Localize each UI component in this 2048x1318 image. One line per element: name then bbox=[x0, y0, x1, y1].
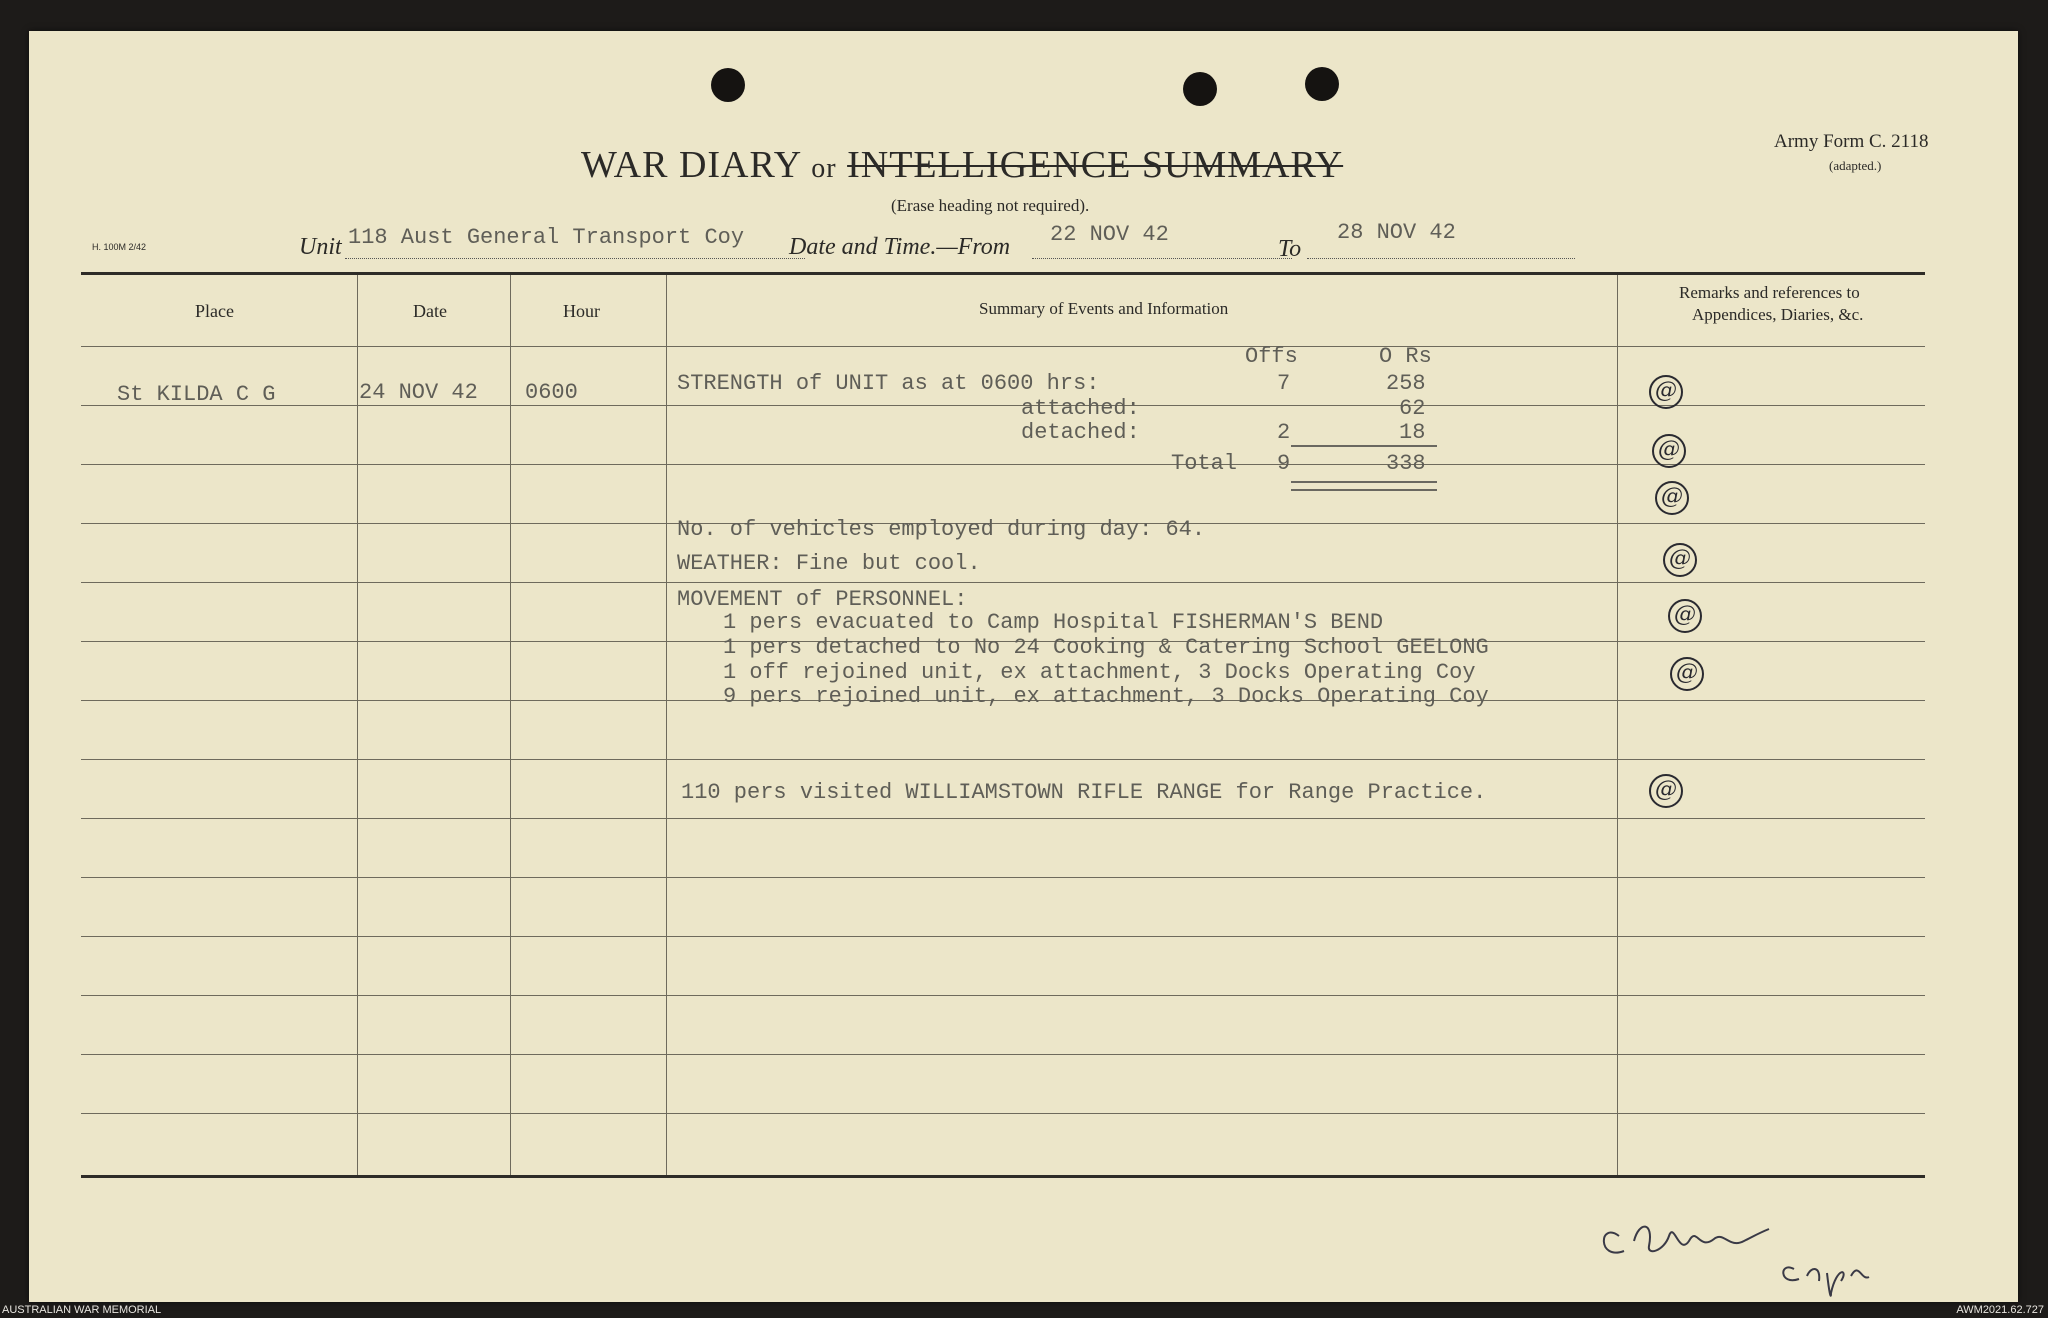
binder-hole bbox=[1305, 67, 1339, 101]
range-line: 110 pers visited WILLIAMSTOWN RIFLE RANGE for Range Practice. bbox=[681, 780, 1487, 805]
column-divider bbox=[666, 275, 667, 1175]
to-value: 28 NOV 42 bbox=[1337, 220, 1456, 245]
diary-title bbox=[581, 143, 1343, 187]
total-offs: 9 bbox=[1277, 451, 1291, 476]
movement-heading: MOVEMENT of PERSONNEL: bbox=[677, 587, 968, 612]
header-summary: Summary of Events and Information bbox=[979, 299, 1229, 318]
unit-value: 118 Aust General Transport Coy bbox=[348, 225, 745, 250]
army-form: Army Form C. 2118 bbox=[1774, 131, 1929, 152]
strength-row-label: STRENGTH of UNIT as at 0600 hrs: bbox=[677, 371, 1100, 396]
total-double-rule bbox=[1291, 481, 1437, 491]
remark-mark: @ bbox=[1652, 434, 1686, 468]
remark-mark: @ bbox=[1670, 657, 1704, 691]
adapted-note: (adapted.) bbox=[1829, 158, 1882, 173]
from-value: 22 NOV 42 bbox=[1050, 222, 1169, 247]
binder-hole bbox=[1183, 72, 1217, 106]
signature bbox=[1579, 1181, 1889, 1301]
entry-place: St KILDA C G bbox=[117, 382, 276, 407]
entry-date: 24 NOV 42 bbox=[359, 380, 478, 405]
movement-line: 1 off rejoined unit, ex attachment, 3 Docks Operating Coy bbox=[723, 660, 1476, 685]
footer-credit: AUSTRALIAN WAR MEMORIAL bbox=[2, 1304, 162, 1316]
title-or: or bbox=[811, 153, 837, 184]
to-underline bbox=[1307, 257, 1575, 259]
detached-offs: 2 bbox=[1277, 420, 1291, 445]
entry-hour: 0600 bbox=[525, 380, 578, 405]
weather-line: WEATHER: Fine but cool. bbox=[677, 551, 981, 576]
movement-line: 1 pers detached to No 24 Cooking & Catering School GEELONG bbox=[723, 635, 1489, 660]
movement-line: 9 pers rejoined unit, ex attachment, 3 Docks Operating Coy bbox=[723, 684, 1489, 709]
vehicles-line: No. of vehicles employed during day: 64. bbox=[677, 517, 1206, 542]
remark-mark: @ bbox=[1655, 481, 1689, 515]
strength-row-offs: 7 bbox=[1277, 371, 1291, 396]
form-code: H. 100M 2/42 bbox=[92, 242, 147, 252]
remark-mark: @ bbox=[1649, 375, 1683, 409]
remark-mark: @ bbox=[1663, 543, 1697, 577]
binder-hole bbox=[711, 68, 745, 102]
strength-col-ors: O Rs bbox=[1379, 344, 1432, 369]
war-diary-sheet bbox=[29, 31, 2018, 1302]
strength-row-ors: 258 bbox=[1386, 371, 1426, 396]
date-time-label: Date and Time.—From bbox=[789, 234, 1011, 260]
detached-label: detached: bbox=[1021, 420, 1140, 445]
table-bottom-rule bbox=[81, 1175, 1925, 1178]
to-label: To bbox=[1278, 236, 1302, 262]
erase-note: (Erase heading not required). bbox=[891, 196, 1090, 215]
header-date: Date bbox=[413, 301, 447, 321]
total-rule bbox=[1291, 445, 1437, 447]
remark-mark: @ bbox=[1649, 774, 1683, 808]
title-main: WAR DIARY bbox=[581, 144, 801, 186]
total-label: Total bbox=[1171, 451, 1238, 476]
header-hour: Hour bbox=[563, 301, 600, 321]
from-underline bbox=[1032, 257, 1292, 259]
title-struck: INTELLIGENCE SUMMARY bbox=[847, 144, 1344, 186]
column-divider bbox=[510, 275, 511, 1175]
attached-ors: 62 bbox=[1399, 396, 1426, 421]
footer-accession: AWM2021.62.727 bbox=[1956, 1304, 2044, 1316]
strength-col-offs: Offs bbox=[1245, 344, 1298, 369]
attached-label: attached: bbox=[1021, 396, 1140, 421]
header-remarks-2: Appendices, Diaries, &c. bbox=[1692, 305, 1864, 324]
header-remarks-1: Remarks and references to bbox=[1679, 283, 1860, 302]
remark-mark: @ bbox=[1668, 599, 1702, 633]
column-divider bbox=[357, 275, 358, 1175]
column-divider bbox=[1617, 275, 1618, 1175]
unit-underline bbox=[345, 257, 805, 259]
header-place: Place bbox=[195, 301, 234, 321]
unit-label: Unit bbox=[299, 234, 342, 260]
detached-ors: 18 bbox=[1399, 420, 1426, 445]
total-ors: 338 bbox=[1386, 451, 1426, 476]
movement-line: 1 pers evacuated to Camp Hospital FISHERMAN'S BEND bbox=[723, 610, 1384, 635]
